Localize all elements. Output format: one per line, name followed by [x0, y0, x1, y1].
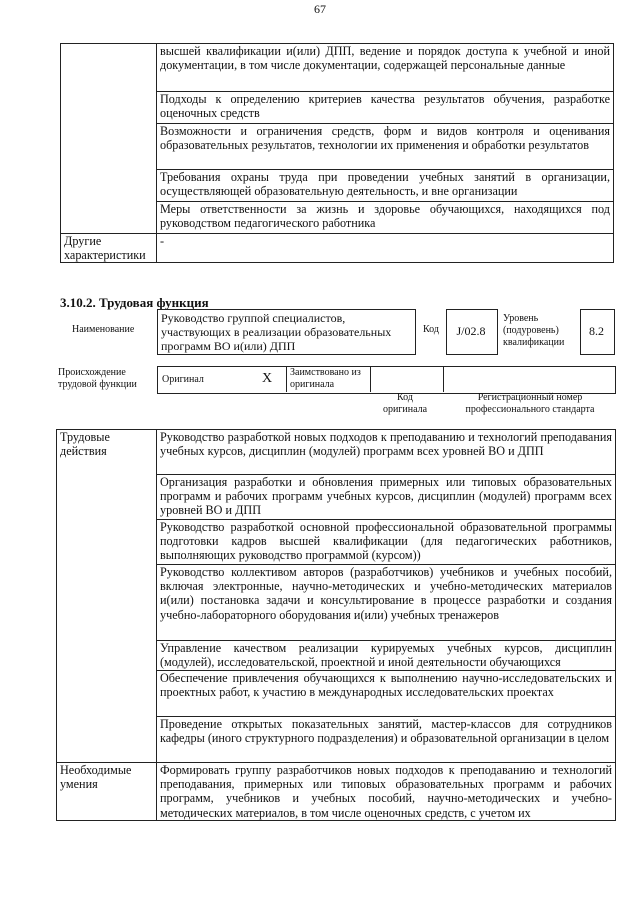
row-text: высшей квалификации и(или) ДПП, ведение и порядок доступа к учебной и иной документации, в том числе документации, содержащей персональные данные [157, 44, 614, 92]
action-item: Руководство коллективом авторов (разработчиков) учебников и учебных пособий, включая электронные, научно-методических и учебно-методических материалов и(или) постановка задачи и консультирование в процессе разработки и создания учебно-лабораторного оборудования и(или) учебных тренажеров [157, 565, 616, 641]
function-name: Руководство группой специалистов, участвующих в реализации образовательных программ ВО и(или) ДПП [161, 311, 392, 353]
code-label: Код [423, 324, 439, 335]
row-label [61, 92, 157, 124]
row-label [61, 124, 157, 170]
table-row [61, 202, 614, 234]
row-text: Требования охраны труда при проведении учебных занятий в организации, осуществляющей образовательную деятельность, и вне организации [157, 170, 614, 202]
action-item: Проведение открытых показательных занятий, мастер-классов для сотрудников кафедры (иного структурного подразделения) и образовательной организации в целом [157, 717, 616, 763]
row-text: Подходы к определению критериев качества результатов обучения, разработке оценочных средств [157, 92, 614, 124]
row-label: Другие характеристики [61, 234, 157, 263]
knowledge-table [60, 43, 614, 263]
divider [370, 366, 371, 392]
level-label: Уровень (подуровень) квалификации [503, 313, 565, 348]
divider [286, 366, 287, 392]
table-row [61, 92, 614, 124]
page-number: 67 [314, 2, 326, 16]
row-label [61, 202, 157, 234]
row-label [61, 170, 157, 202]
action-item: Управление качеством реализации курируемых учебных курсов, дисциплин (модулей), исследовательской, проектной и иной деятельности обучающихся [157, 641, 616, 671]
table-row [57, 430, 616, 475]
action-item: Руководство разработкой новых подходов к преподаванию и технологий преподавания учебных курсов, дисциплин (модулей) программ всех уровней ВО и ДПП [157, 430, 616, 475]
reg-caption: Регистрационный номер профессионального стандарта [465, 392, 595, 415]
skill-item: Формировать группу разработчиков новых подходов к преподаванию и технологий преподавания, примерных или типовых образовательных программ и рабочих программ, учебников и учебных пособий, научно-методических и учебно-методических материалов, в том числе оценочных средств, с учетом их [157, 763, 616, 821]
function-table [56, 429, 616, 821]
origin-label: Происхождение трудовой функции [58, 367, 137, 390]
table-row [61, 170, 614, 202]
section-title: 3.10.2. Трудовая функция [60, 295, 209, 310]
code-value: J/02.8 [456, 324, 486, 338]
table-row [61, 44, 614, 92]
table-row [61, 124, 614, 170]
skills-label: Необходимые умения [57, 763, 157, 821]
name-label: Наименование [72, 324, 135, 335]
table-row [57, 763, 616, 821]
row-text: Возможности и ограничения средств, форм и видов контроля и оценивания образовательных результатов, технологии их применения и обработки результатов [157, 124, 614, 170]
table-row [61, 234, 614, 263]
code-caption: Код оригинала [382, 392, 428, 415]
row-text: Меры ответственности за жизнь и здоровье обучающихся, находящихся под руководством педагогического работника [157, 202, 614, 234]
row-text: - [157, 234, 614, 263]
borrowed-label: Заимствовано из оригинала [290, 367, 361, 390]
action-item: Организация разработки и обновления примерных или типовых образовательных программ и рабочих программ учебных курсов, дисциплин (модулей) программ всех уровней ВО и ДПП [157, 475, 616, 520]
divider [443, 366, 444, 392]
action-item: Обеспечение привлечения обучающихся к выполнению научно-исследовательских и проектных работ, к участию в международных исследовательских проектах [157, 671, 616, 717]
action-item: Руководство разработкой основной профессиональной образовательной программы подготовки кадров высшей квалификации (для педагогических работников, выполняющих руководство программой (курсом)) [157, 520, 616, 565]
actions-label: Трудовые действия [57, 430, 157, 763]
original-label: Оригинал [162, 374, 204, 385]
level-value: 8.2 [589, 324, 604, 338]
row-label [61, 44, 157, 92]
original-mark: X [262, 371, 273, 386]
origin-box [157, 366, 616, 394]
